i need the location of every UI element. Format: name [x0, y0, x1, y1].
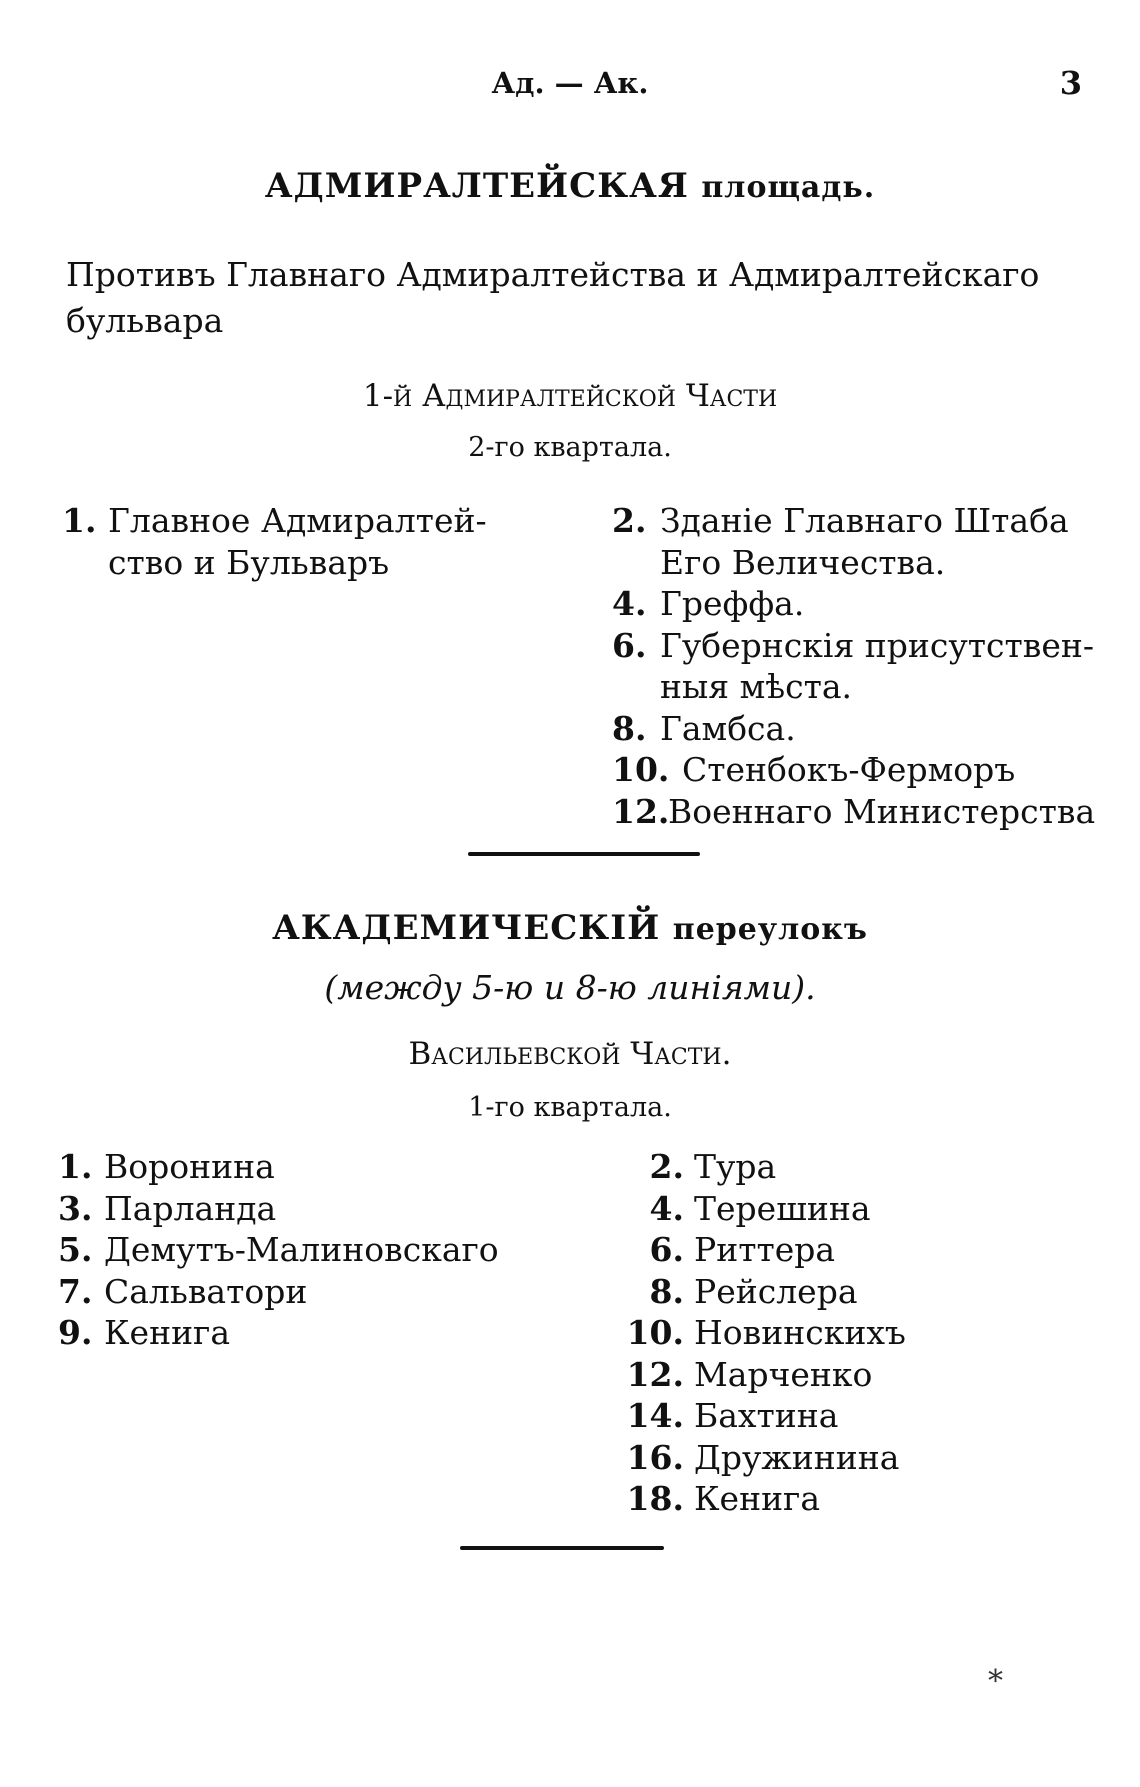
list-item: [612, 1478, 906, 1520]
house-number: 14.: [626, 1396, 684, 1435]
house-number: 6.: [612, 625, 647, 665]
list-item: [612, 1395, 906, 1437]
list-item: [612, 791, 1095, 833]
list-item: [58, 1188, 499, 1230]
house-number: 10.: [626, 1313, 684, 1352]
list-item: [58, 1229, 499, 1271]
house-owner: Рейслера: [694, 1271, 858, 1311]
house-owner: Кенига: [104, 1313, 231, 1352]
section-title-academic-lane: [0, 908, 1140, 948]
list-item: [612, 1188, 906, 1230]
list-item: [612, 1312, 906, 1354]
section-title-caps: АДМИРАЛТЕЙСКАЯ: [264, 166, 689, 206]
list-item: [58, 1146, 499, 1188]
odd-numbers-list: [62, 500, 487, 583]
house-number: 12.: [626, 1354, 684, 1394]
section-title-caps: АКАДЕМИЧЕСКІЙ: [272, 908, 661, 948]
house-number: 8.: [612, 708, 647, 748]
running-head: Ад. — Ак.: [491, 66, 649, 100]
house-number: 12.: [612, 791, 670, 831]
house-owner: Парланда: [104, 1188, 277, 1228]
house-owner: Новинскихъ: [694, 1313, 906, 1352]
house-number: 18.: [626, 1479, 684, 1518]
section-title-rest: площадь.: [701, 170, 876, 205]
house-number: 4.: [649, 1188, 684, 1228]
list-item: [612, 542, 1095, 584]
house-owner: Губернскія присутствен-: [660, 625, 1095, 665]
quarter-heading: 2-го квартала.: [468, 432, 672, 463]
even-numbers-list: [612, 500, 1095, 832]
house-owner: Греффа.: [660, 584, 805, 623]
house-owner: Главное Адмиралтей-: [108, 501, 487, 540]
house-owner: Риттера: [694, 1230, 836, 1269]
list-item: [612, 666, 1095, 708]
house-number: 2.: [649, 1147, 684, 1186]
house-owner: Демутъ-Малиновскаго: [104, 1230, 499, 1269]
house-owner: Терешина: [694, 1188, 871, 1228]
house-owner: Стенбокъ-Ферморъ: [682, 750, 1016, 789]
list-item: [612, 1354, 906, 1396]
odd-numbers-list: [58, 1146, 499, 1354]
house-number: 10.: [612, 750, 670, 789]
house-owner: Тура: [694, 1147, 777, 1186]
house-owner: Сальватори: [104, 1271, 308, 1311]
house-owner: ныя мѣста.: [660, 667, 853, 706]
house-number: 7.: [58, 1271, 93, 1311]
house-owner: Зданіе Главнаго Штаба: [660, 501, 1069, 540]
house-number: 16.: [626, 1437, 684, 1477]
house-number: 6.: [649, 1230, 684, 1269]
house-owner: Марченко: [694, 1354, 873, 1394]
list-item: [612, 1271, 906, 1313]
house-number: 3.: [58, 1188, 93, 1228]
page-number: 3: [1059, 64, 1082, 102]
house-number: 2.: [612, 501, 647, 540]
district-heading: 1-й Адмиралтейской Части: [362, 378, 778, 414]
list-item: [58, 1271, 499, 1313]
list-item: [62, 500, 487, 542]
house-number: 1.: [62, 501, 97, 540]
intro-line-1: Противъ Главнаго Адмиралтейства и Адмиралтейскаго: [66, 255, 1040, 294]
list-item: [58, 1312, 499, 1354]
even-numbers-list: [612, 1146, 906, 1520]
house-number: 4.: [612, 584, 647, 623]
section-subtitle: (между 5-ю и 8-ю линіями).: [324, 968, 816, 1007]
house-number: 9.: [58, 1313, 93, 1352]
list-item: [612, 583, 1095, 625]
house-owner: Кенига: [694, 1479, 821, 1518]
list-item: [612, 1229, 906, 1271]
list-item: [612, 1146, 906, 1188]
quarter-heading: 1-го квартала.: [468, 1092, 672, 1123]
house-owner: Военнаго Министерства: [668, 791, 1096, 831]
list-item: [612, 625, 1095, 667]
house-owner: Воронина: [104, 1147, 275, 1186]
section-divider: [468, 852, 700, 856]
intro-line-2: бульвара: [66, 301, 224, 340]
house-owner: Его Величества.: [660, 542, 946, 582]
asterisk-mark: *: [988, 1664, 1003, 1699]
section-title-rest: переулокъ: [672, 912, 868, 947]
section-divider: [460, 1546, 664, 1550]
house-number: 5.: [58, 1230, 93, 1269]
district-heading: Васильевской Части.: [408, 1036, 732, 1072]
house-owner: ство и Бульваръ: [108, 542, 390, 582]
section-intro: [66, 252, 1076, 344]
house-owner: Гамбса.: [660, 708, 796, 748]
list-item: [612, 1437, 906, 1479]
list-item: [612, 500, 1095, 542]
house-number: 1.: [58, 1147, 93, 1186]
house-owner: Бахтина: [694, 1396, 839, 1435]
section-title-admiralty-square: [0, 166, 1140, 206]
list-item: [62, 542, 487, 584]
house-owner: Дружинина: [694, 1437, 900, 1477]
list-item: [612, 749, 1095, 791]
house-number: 8.: [649, 1271, 684, 1311]
list-item: [612, 708, 1095, 750]
